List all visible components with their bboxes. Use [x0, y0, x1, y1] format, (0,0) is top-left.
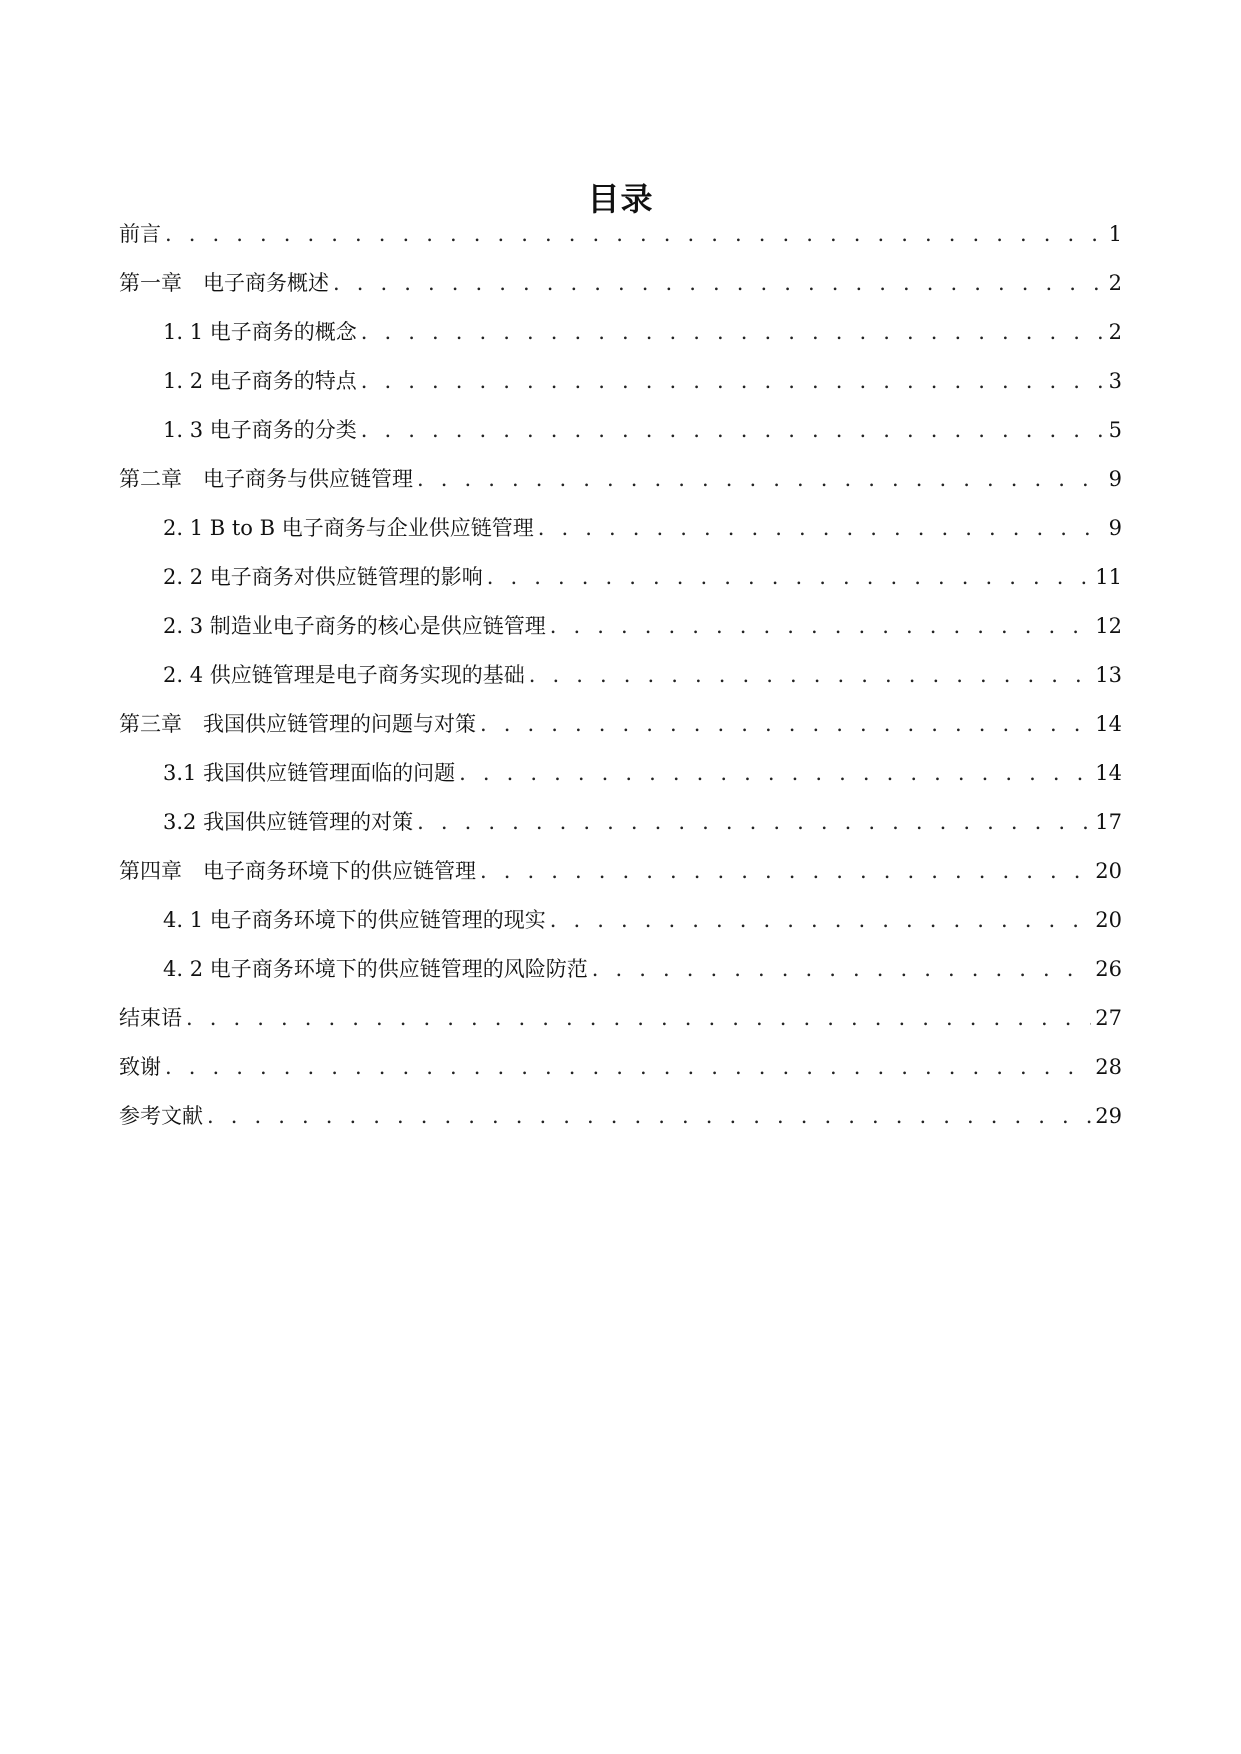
toc-page-number: 20	[1095, 908, 1122, 932]
toc-page-number: 29	[1095, 1104, 1122, 1128]
toc-page-number: 13	[1095, 663, 1122, 687]
toc-dot-leader	[487, 561, 1092, 593]
toc-dot-leader	[538, 512, 1105, 544]
toc-dot-leader	[165, 1051, 1091, 1083]
toc-entry-section-3-1[interactable]	[119, 757, 1122, 806]
toc-dot-leader	[550, 610, 1092, 642]
toc-dot-leader	[207, 1100, 1091, 1132]
toc-entry-acknowledgements[interactable]	[119, 1051, 1122, 1100]
toc-page-number: 5	[1108, 418, 1122, 442]
toc-entry-chapter-1[interactable]	[119, 267, 1122, 316]
toc-page-number: 1	[1108, 222, 1122, 246]
toc-entry-section-2-3[interactable]	[119, 610, 1122, 659]
toc-entry-label: 前言	[119, 222, 161, 246]
toc-dot-leader	[361, 414, 1105, 446]
toc-dot-leader	[529, 659, 1092, 691]
toc-dot-leader	[417, 806, 1091, 838]
toc-entry-label: 3.2 我国供应链管理的对策	[163, 810, 414, 834]
toc-entry-label: 2. 3 制造业电子商务的核心是供应链管理	[163, 614, 546, 638]
toc-entry-label: 结束语	[119, 1006, 182, 1030]
toc-entry-section-4-2[interactable]	[119, 953, 1122, 1002]
toc-entry-section-1-3[interactable]	[119, 414, 1122, 463]
toc-entry-label: 第二章 电子商务与供应链管理	[119, 467, 413, 491]
toc-page-number: 14	[1095, 761, 1122, 785]
toc-page-number: 20	[1095, 859, 1122, 883]
toc-dot-leader	[361, 365, 1105, 397]
toc-entry-preface[interactable]	[119, 218, 1122, 267]
toc-entry-label: 4. 1 电子商务环境下的供应链管理的现实	[163, 908, 546, 932]
toc-page-number: 12	[1095, 614, 1122, 638]
toc-entry-label: 3.1 我国供应链管理面临的问题	[163, 761, 456, 785]
toc-page-number: 9	[1108, 516, 1122, 540]
toc-entry-label: 2. 1 B to B 电子商务与企业供应链管理	[163, 516, 534, 540]
toc-entry-label: 第一章 电子商务概述	[119, 271, 329, 295]
toc-entry-label: 1. 2 电子商务的特点	[163, 369, 357, 393]
toc-entry-label: 1. 3 电子商务的分类	[163, 418, 357, 442]
toc-page-number: 2	[1108, 271, 1122, 295]
toc-title: 目录	[587, 180, 654, 219]
toc-entry-label: 参考文献	[119, 1104, 203, 1128]
toc-entry-chapter-2[interactable]	[119, 463, 1122, 512]
toc-dot-leader	[361, 316, 1105, 348]
toc-entry-label: 2. 4 供应链管理是电子商务实现的基础	[163, 663, 525, 687]
toc-entry-chapter-3[interactable]	[119, 708, 1122, 757]
toc-entry-section-1-1[interactable]	[119, 316, 1122, 365]
toc-page-number: 26	[1095, 957, 1122, 981]
toc-entry-label: 第四章 电子商务环境下的供应链管理	[119, 859, 476, 883]
toc-dot-leader	[165, 218, 1105, 250]
toc-page-number: 28	[1095, 1055, 1122, 1079]
toc-entry-section-2-2[interactable]	[119, 561, 1122, 610]
toc-dot-leader	[459, 757, 1091, 789]
table-of-contents	[119, 218, 1122, 1149]
toc-page-number: 17	[1095, 810, 1122, 834]
toc-entry-label: 1. 1 电子商务的概念	[163, 320, 357, 344]
toc-dot-leader	[417, 463, 1105, 495]
toc-page-number: 11	[1095, 565, 1122, 589]
toc-page-number: 3	[1108, 369, 1122, 393]
toc-entry-conclusion[interactable]	[119, 1002, 1122, 1051]
toc-entry-label: 致谢	[119, 1055, 161, 1079]
toc-page-number: 9	[1108, 467, 1122, 491]
toc-dot-leader	[333, 267, 1105, 299]
toc-entry-label: 2. 2 电子商务对供应链管理的影响	[163, 565, 483, 589]
toc-entry-section-3-2[interactable]	[119, 806, 1122, 855]
toc-dot-leader	[480, 855, 1091, 887]
toc-entry-references[interactable]	[119, 1100, 1122, 1149]
toc-entry-section-4-1[interactable]	[119, 904, 1122, 953]
toc-dot-leader	[186, 1002, 1091, 1034]
toc-entry-label: 第三章 我国供应链管理的问题与对策	[119, 712, 476, 736]
toc-page-number: 27	[1095, 1006, 1122, 1030]
toc-entry-section-2-1[interactable]	[119, 512, 1122, 561]
toc-entry-section-1-2[interactable]	[119, 365, 1122, 414]
toc-dot-leader	[550, 904, 1092, 936]
toc-page-number: 14	[1095, 712, 1122, 736]
toc-dot-leader	[480, 708, 1091, 740]
toc-dot-leader	[592, 953, 1092, 985]
toc-entry-label: 4. 2 电子商务环境下的供应链管理的风险防范	[163, 957, 588, 981]
toc-page-number: 2	[1108, 320, 1122, 344]
toc-entry-section-2-4[interactable]	[119, 659, 1122, 708]
toc-entry-chapter-4[interactable]	[119, 855, 1122, 904]
